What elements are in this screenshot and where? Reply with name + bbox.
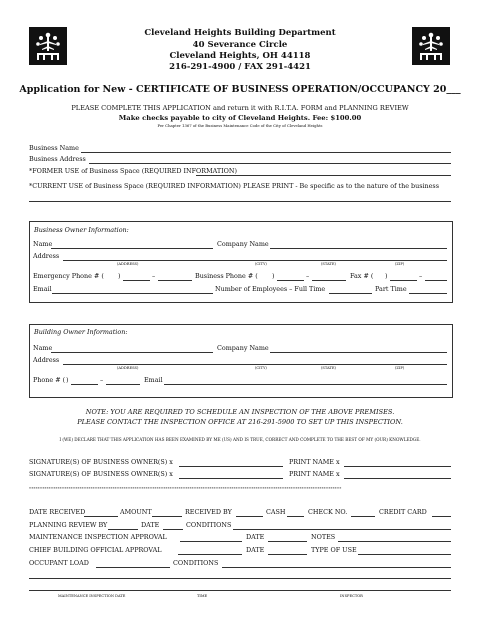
credit-card-label: CREDIT CARD xyxy=(379,508,427,516)
extra-line-2[interactable] xyxy=(29,590,451,591)
occupant-load-field[interactable] xyxy=(96,567,170,568)
owner-email-label: Email xyxy=(33,285,52,293)
bldg-state-sublabel: (STATE) xyxy=(321,366,336,370)
business-phone-dash: – xyxy=(306,272,310,280)
current-use-field[interactable] xyxy=(29,201,451,202)
maint-date-field[interactable] xyxy=(268,541,307,542)
bldg-addr-sublabel: (ADDRESS) xyxy=(117,366,139,370)
business-phone-label: Business Phone # ( xyxy=(195,272,258,280)
owner-address-label: Address xyxy=(33,252,60,260)
extra-line-1[interactable] xyxy=(29,578,451,579)
former-use-label: *FORMER USE of Business Space (REQUIRED INFORMATION) xyxy=(29,167,238,175)
bldg-name-field[interactable] xyxy=(51,352,213,353)
dept-phone: 216-291-4900 / FAX 291-4421 xyxy=(169,62,311,72)
received-by-label: RECEIVED BY xyxy=(185,508,232,516)
former-use-field[interactable] xyxy=(196,175,451,176)
print2-label: PRINT NAME x xyxy=(289,470,340,478)
owner-company-field[interactable] xyxy=(270,248,447,249)
amount-field[interactable] xyxy=(152,516,182,517)
type-of-use-label: TYPE OF USE xyxy=(311,546,357,554)
owner-state-sublabel: (STATE) xyxy=(321,262,336,266)
fax-dash: – xyxy=(419,272,423,280)
occ-conditions-label: CONDITIONS xyxy=(173,559,219,567)
owner-city-sublabel: (CITY) xyxy=(255,262,267,266)
owner-email-field[interactable] xyxy=(52,293,213,294)
date-received-label: DATE RECEIVED xyxy=(29,508,86,516)
signature1-label: SIGNATURE(S) OF BUSINESS OWNER(S) x xyxy=(29,458,173,466)
bldg-city-sublabel: (CITY) xyxy=(255,366,267,370)
print1-field[interactable] xyxy=(344,466,451,467)
instructions-line1: PLEASE COMPLETE THIS APPLICATION and return it with R.I.T.A. FORM and PLANNING REVIEW xyxy=(71,104,409,112)
bldg-email-label: Email xyxy=(144,376,163,384)
business-address-field[interactable] xyxy=(89,163,451,164)
chief-approval-field[interactable] xyxy=(178,554,242,555)
chief-date-field[interactable] xyxy=(268,554,307,555)
parttime-field[interactable] xyxy=(409,293,447,294)
inspector-footer: INSPECTOR xyxy=(340,594,363,598)
emergency-phone-prefix-field[interactable] xyxy=(123,280,150,281)
maint-approval-label: MAINTENANCE INSPECTION APPROVAL xyxy=(29,533,167,541)
business-phone-prefix-field[interactable] xyxy=(277,280,304,281)
inspection-date-footer: MAINTENANCE INSPECTION DATE xyxy=(58,594,126,598)
bldg-zip-sublabel: (ZIP) xyxy=(395,366,405,370)
bldg-phone-label: Phone # ( xyxy=(33,376,66,384)
business-owner-heading: Business Owner Information: xyxy=(34,226,129,234)
owner-company-label: Company Name xyxy=(217,240,269,248)
chief-approval-label: CHIEF BUILDING OFFICIAL APPROVAL xyxy=(29,546,162,554)
bldg-address-field[interactable] xyxy=(63,364,447,365)
conditions-label: CONDITIONS xyxy=(186,521,232,529)
signature1-field[interactable] xyxy=(179,466,283,467)
emergency-phone-sep: ) xyxy=(118,272,121,280)
notes-label: NOTES xyxy=(311,533,336,541)
emergency-phone-label: Emergency Phone # ( xyxy=(33,272,104,280)
note-line2: PLEASE CONTACT THE INSPECTION OFFICE AT 216-291-5900 TO SET UP THIS INSPECTION. xyxy=(77,418,403,426)
conditions-field[interactable] xyxy=(233,529,451,530)
date-received-field[interactable] xyxy=(84,516,118,517)
dept-address1: 40 Severance Circle xyxy=(192,40,288,50)
amount-label: AMOUNT xyxy=(120,508,152,516)
bldg-company-field[interactable] xyxy=(270,352,447,353)
fax-prefix-field[interactable] xyxy=(390,280,417,281)
maint-date-label: DATE xyxy=(246,533,265,541)
building-owner-heading: Building Owner Information: xyxy=(34,328,128,336)
employees-label: Number of Employees – Full Time xyxy=(215,285,326,293)
bldg-phone-dash: – xyxy=(100,376,104,384)
business-name-label: Business Name xyxy=(29,144,79,152)
fax-sep: ) xyxy=(385,272,388,280)
occ-conditions-field[interactable] xyxy=(222,567,451,568)
planning-date-field[interactable] xyxy=(163,529,183,530)
bldg-company-label: Company Name xyxy=(217,344,269,352)
owner-name-field[interactable] xyxy=(51,248,213,249)
instructions-line3: Per Chapter 1367 of the Business Maintenance Code of the City of Cleveland Heights xyxy=(157,123,323,128)
notes-field[interactable] xyxy=(338,541,451,542)
form-title: Application for New - CERTIFICATE OF BUSINESS OPERATION/OCCUPANCY 20___ xyxy=(19,84,461,95)
print1-label: PRINT NAME x xyxy=(289,458,340,466)
check-no-field[interactable] xyxy=(351,516,375,517)
current-use-label: *CURRENT USE of Business Space (REQUIRED INFORMATION) PLEASE PRINT - Be specific as to the nature of the business xyxy=(29,182,439,190)
cash-field[interactable] xyxy=(287,516,304,517)
employees-fulltime-field[interactable] xyxy=(329,293,372,294)
bldg-name-label: Name xyxy=(33,344,53,352)
print2-field[interactable] xyxy=(344,478,451,479)
business-phone-sep: ) xyxy=(272,272,275,280)
bldg-phone-field[interactable] xyxy=(106,384,140,385)
instructions-line2: Make checks payable to city of Cleveland Heights. Fee: $100.00 xyxy=(118,114,362,122)
business-name-field[interactable] xyxy=(81,152,451,153)
credit-card-field[interactable] xyxy=(432,516,451,517)
business-address-label: Business Address xyxy=(29,155,86,163)
maint-approval-field[interactable] xyxy=(180,541,242,542)
emergency-phone-dash: – xyxy=(152,272,156,280)
bldg-phone-sep: ) xyxy=(66,376,69,384)
business-phone-field[interactable] xyxy=(312,280,346,281)
owner-zip-sublabel: (ZIP) xyxy=(395,262,405,266)
declaration-text: I (WE) DECLARE THAT THIS APPLICATION HAS BEEN EXAMINED BY ME (US) AND IS TRUE, CORRECT AND COMPLETE TO THE BEST OF MY (OUR) KNOWLEDGE. xyxy=(59,437,421,442)
bldg-email-field[interactable] xyxy=(164,384,447,385)
inspection-time-footer: TIME xyxy=(197,594,208,598)
fax-label: Fax # ( xyxy=(350,272,374,280)
owner-name-label: Name xyxy=(33,240,53,248)
bldg-address-label: Address xyxy=(33,356,60,364)
parttime-label: Part Time xyxy=(375,285,407,293)
occupant-load-label: OCCUPANT LOAD xyxy=(29,559,89,567)
bldg-phone-prefix-field[interactable] xyxy=(71,384,98,385)
cash-label: CASH xyxy=(266,508,286,516)
check-no-label: CHECK NO. xyxy=(308,508,348,516)
signature2-field[interactable] xyxy=(179,478,283,479)
dept-address2: Cleveland Heights, OH 44118 xyxy=(169,51,311,61)
emergency-phone-field[interactable] xyxy=(158,280,192,281)
owner-addr-sublabel: (ADDRESS) xyxy=(117,262,139,266)
note-line1: NOTE: YOU ARE REQUIRED TO SCHEDULE AN INSPECTION OF THE ABOVE PREMISES. xyxy=(85,408,395,416)
owner-address-field[interactable] xyxy=(63,260,447,261)
planning-date-label: DATE xyxy=(141,521,160,529)
chief-date-label: DATE xyxy=(246,546,265,554)
dept-name: Cleveland Heights Building Department xyxy=(144,28,336,38)
received-by-field[interactable] xyxy=(236,516,263,517)
type-of-use-field[interactable] xyxy=(358,554,451,555)
fax-field[interactable] xyxy=(425,280,447,281)
planning-field[interactable] xyxy=(108,529,138,530)
planning-label: PLANNING REVIEW BY xyxy=(29,521,108,529)
separator-stars: ********************************************************************************************************************************************** xyxy=(29,486,342,491)
signature2-label: SIGNATURE(S) OF BUSINESS OWNER(S) x xyxy=(29,470,173,478)
